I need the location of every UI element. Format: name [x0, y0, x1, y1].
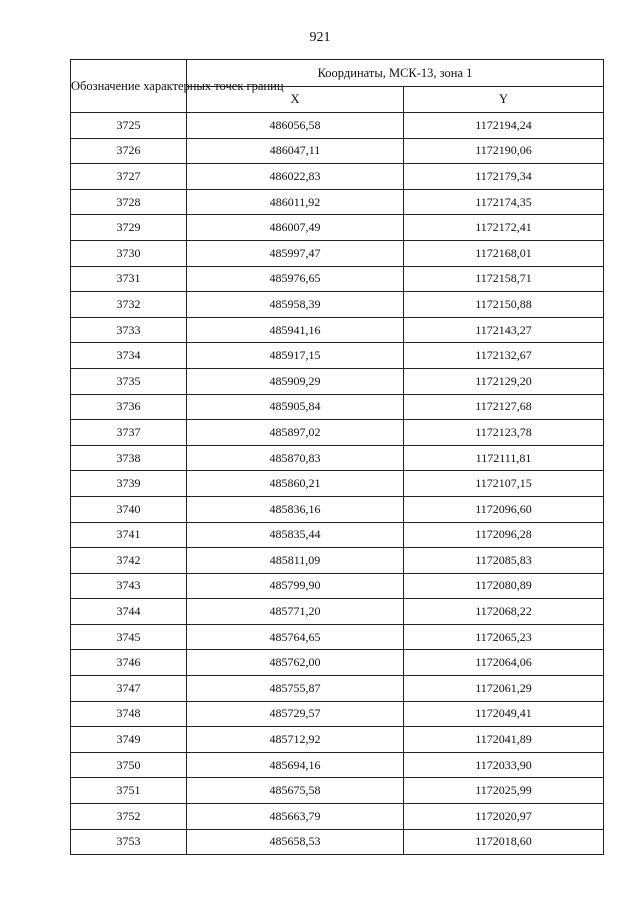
x-coordinate-cell: 485811,09	[187, 548, 404, 574]
y-coordinate-cell: 1172025,99	[404, 778, 604, 804]
table-body	[71, 113, 604, 855]
y-coordinate-cell: 1172194,24	[404, 113, 604, 139]
x-coordinate-cell: 485835,44	[187, 522, 404, 548]
y-coordinate-cell: 1172041,89	[404, 727, 604, 753]
y-coordinate-cell: 1172123,78	[404, 420, 604, 446]
point-id-cell: 3725	[71, 113, 187, 139]
x-coordinate-cell: 485897,02	[187, 420, 404, 446]
y-coordinate-cell: 1172129,20	[404, 368, 604, 394]
point-id-cell: 3735	[71, 368, 187, 394]
y-coordinate-cell: 1172020,97	[404, 804, 604, 830]
point-id-cell: 3748	[71, 701, 187, 727]
point-id-cell: 3727	[71, 164, 187, 190]
point-id-cell: 3730	[71, 240, 187, 266]
x-coordinate-cell: 485958,39	[187, 292, 404, 318]
point-id-cell: 3738	[71, 445, 187, 471]
table-row	[71, 343, 604, 369]
y-coordinate-cell: 1172127,68	[404, 394, 604, 420]
x-coordinate-cell: 486047,11	[187, 138, 404, 164]
y-coordinate-cell: 1172111,81	[404, 445, 604, 471]
x-coordinate-cell: 485675,58	[187, 778, 404, 804]
y-coordinate-cell: 1172172,41	[404, 215, 604, 241]
x-coordinate-cell: 485712,92	[187, 727, 404, 753]
header-x: X	[187, 87, 404, 113]
point-id-cell: 3737	[71, 420, 187, 446]
point-id-cell: 3744	[71, 599, 187, 625]
table-row	[71, 420, 604, 446]
x-coordinate-cell: 485771,20	[187, 599, 404, 625]
point-id-cell: 3731	[71, 266, 187, 292]
y-coordinate-cell: 1172174,35	[404, 189, 604, 215]
point-id-cell: 3739	[71, 471, 187, 497]
point-id-cell: 3751	[71, 778, 187, 804]
table-row	[71, 164, 604, 190]
point-id-cell: 3726	[71, 138, 187, 164]
table-row	[71, 317, 604, 343]
y-coordinate-cell: 1172049,41	[404, 701, 604, 727]
x-coordinate-cell: 485729,57	[187, 701, 404, 727]
point-id-cell: 3740	[71, 496, 187, 522]
x-coordinate-cell: 485799,90	[187, 573, 404, 599]
table-row	[71, 394, 604, 420]
y-coordinate-cell: 1172132,67	[404, 343, 604, 369]
table-row	[71, 650, 604, 676]
header-y: Y	[404, 87, 604, 113]
y-coordinate-cell: 1172096,60	[404, 496, 604, 522]
table-row	[71, 240, 604, 266]
point-id-cell: 3732	[71, 292, 187, 318]
table-row	[71, 701, 604, 727]
x-coordinate-cell: 485905,84	[187, 394, 404, 420]
x-coordinate-cell: 485870,83	[187, 445, 404, 471]
x-coordinate-cell: 485663,79	[187, 804, 404, 830]
table-row	[71, 548, 604, 574]
y-coordinate-cell: 1172168,01	[404, 240, 604, 266]
point-id-cell: 3753	[71, 829, 187, 855]
point-id-cell: 3741	[71, 522, 187, 548]
y-coordinate-cell: 1172033,90	[404, 752, 604, 778]
table-row	[71, 189, 604, 215]
table-header	[71, 60, 604, 113]
x-coordinate-cell: 485836,16	[187, 496, 404, 522]
x-coordinate-cell: 485860,21	[187, 471, 404, 497]
x-coordinate-cell: 485976,65	[187, 266, 404, 292]
y-coordinate-cell: 1172143,27	[404, 317, 604, 343]
y-coordinate-cell: 1172068,22	[404, 599, 604, 625]
point-id-cell: 3729	[71, 215, 187, 241]
point-id-cell: 3750	[71, 752, 187, 778]
table-row	[71, 676, 604, 702]
x-coordinate-cell: 485694,16	[187, 752, 404, 778]
x-coordinate-cell: 485909,29	[187, 368, 404, 394]
x-coordinate-cell: 485755,87	[187, 676, 404, 702]
point-id-cell: 3742	[71, 548, 187, 574]
page-number: 921	[309, 30, 331, 45]
x-coordinate-cell: 485941,16	[187, 317, 404, 343]
point-id-cell: 3734	[71, 343, 187, 369]
x-coordinate-cell: 486011,92	[187, 189, 404, 215]
x-coordinate-cell: 485762,00	[187, 650, 404, 676]
y-coordinate-cell: 1172158,71	[404, 266, 604, 292]
y-coordinate-cell: 1172107,15	[404, 471, 604, 497]
y-coordinate-cell: 1172150,88	[404, 292, 604, 318]
table-row	[71, 292, 604, 318]
x-coordinate-cell: 485764,65	[187, 624, 404, 650]
y-coordinate-cell: 1172018,60	[404, 829, 604, 855]
header-coordinates: Координаты, МСК-13, зона 1	[187, 60, 604, 87]
y-coordinate-cell: 1172061,29	[404, 676, 604, 702]
table-row	[71, 752, 604, 778]
x-coordinate-cell: 485658,53	[187, 829, 404, 855]
table-row	[71, 445, 604, 471]
y-coordinate-cell: 1172065,23	[404, 624, 604, 650]
x-coordinate-cell: 485997,47	[187, 240, 404, 266]
header-point-id: Обозначение характерных точек границ	[71, 60, 187, 113]
x-coordinate-cell: 486056,58	[187, 113, 404, 139]
point-id-cell: 3728	[71, 189, 187, 215]
point-id-cell: 3752	[71, 804, 187, 830]
header-row	[71, 60, 604, 87]
point-id-cell: 3736	[71, 394, 187, 420]
table-row	[71, 138, 604, 164]
table-row	[71, 727, 604, 753]
y-coordinate-cell: 1172190,06	[404, 138, 604, 164]
table-row	[71, 113, 604, 139]
point-id-cell: 3745	[71, 624, 187, 650]
point-id-cell: 3743	[71, 573, 187, 599]
table-row	[71, 215, 604, 241]
y-coordinate-cell: 1172179,34	[404, 164, 604, 190]
table-row	[71, 368, 604, 394]
table-row	[71, 804, 604, 830]
table-row	[71, 829, 604, 855]
coordinates-table	[70, 59, 604, 855]
y-coordinate-cell: 1172096,28	[404, 522, 604, 548]
point-id-cell: 3749	[71, 727, 187, 753]
point-id-cell: 3733	[71, 317, 187, 343]
table-row	[71, 496, 604, 522]
table-row	[71, 573, 604, 599]
x-coordinate-cell: 486007,49	[187, 215, 404, 241]
x-coordinate-cell: 485917,15	[187, 343, 404, 369]
table-row	[71, 778, 604, 804]
table-row	[71, 599, 604, 625]
x-coordinate-cell: 486022,83	[187, 164, 404, 190]
y-coordinate-cell: 1172080,89	[404, 573, 604, 599]
point-id-cell: 3747	[71, 676, 187, 702]
y-coordinate-cell: 1172085,83	[404, 548, 604, 574]
table-row	[71, 471, 604, 497]
table-row	[71, 624, 604, 650]
table-row	[71, 522, 604, 548]
y-coordinate-cell: 1172064,06	[404, 650, 604, 676]
point-id-cell: 3746	[71, 650, 187, 676]
table-row	[71, 266, 604, 292]
